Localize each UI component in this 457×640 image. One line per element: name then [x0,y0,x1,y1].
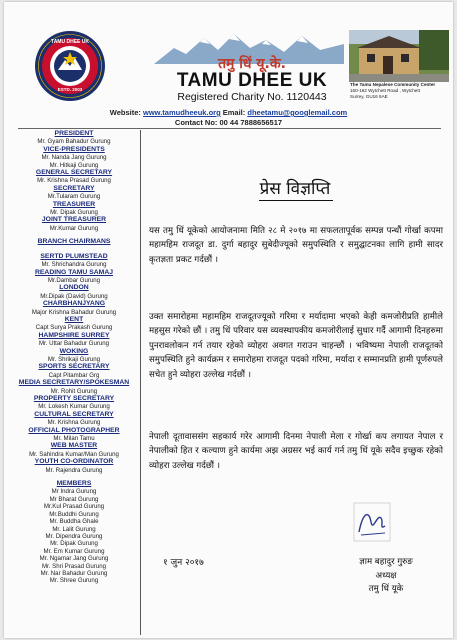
website-link[interactable]: www.tamudheeuk.org [143,108,221,117]
handwritten-signature [353,502,391,542]
committee-role-heading: HAMPSHIRE SURREY [38,331,110,339]
committee-role-heading: OFFICIAL PHOTOGRAPHER [28,426,120,434]
committee-member-name: Capt Surya Prakash Gurung [35,324,113,332]
committee-role-heading: GENERAL SECRETARY [35,169,113,177]
committee-role-heading: MEMBERS [56,480,92,488]
committee-role-heading: TREASURER [52,200,96,208]
committee-role-heading: CULTURAL SECRETARY [34,410,114,418]
committee-member-name: Mr. Uttar Bahadur Gurung [38,340,110,348]
committee-member-name: Mr. Hitkaji Gurung [49,161,99,169]
committee-member-name: Mr. Nar Bahadur Gurung [40,569,108,577]
committee-role-heading: WOKING [59,347,89,355]
logo-ring-text [34,30,106,102]
title-underline [259,200,333,201]
committee-member-name: Mr. Dipak Gurung [50,540,98,548]
org-name-nepali: तमु धिं यू.के. [218,56,286,72]
committee-member-name: Capt Pitambar Grg [48,371,100,379]
committee-role-heading: LONDON [59,284,89,292]
committee-member-name: Mr. Rajendra Gurung [45,466,103,474]
email-label: Email: [222,108,246,117]
release-date: १ जुन २०१७ [163,558,204,568]
committee-role-heading: JOINT TREASURER [41,216,107,224]
committee-member-name: Mr. Lalit Gurung [52,525,96,533]
committee-member-name: Mr. Sahindra Kumar/Man Gurung [29,450,119,458]
press-release-body [145,130,451,635]
committee-member-name: Mr.Kul Prasad Gurung [43,503,105,511]
center-info-line: 160-162 Wytchett Road , Wytchett [350,88,420,93]
center-info-line: The Tamu Nepalese Community Center [350,82,436,87]
committee-member-name: Mr. Buddha Ghale [49,518,99,526]
header-divider [18,128,441,129]
committee-member-name: Mr Bharat Gurung [49,495,99,503]
committee-member-name: Mr. Rohit Gurung [50,387,98,395]
committee-member-name: Mr.Kumar Gurung [49,224,99,232]
committee-role-heading: YOUTH CO-ORDINATOR [34,458,114,466]
committee-member-name: Mr. Milan Tamu [53,435,95,443]
letterhead-page [4,2,453,638]
signer-title: अध्यक्ष [375,570,397,581]
committee-member-name: Mr. Shrichandra Gurung [41,261,107,269]
center-info-line: Surrey, GU16 6AE [350,94,388,99]
committee-member-name: Mr. Shree Gurung [49,577,99,585]
paragraph-2: उक्त समारोहमा महामहिम राजदूतज्यूको गरिमा र मर्यादामा भएको केही कमजोरीप्रति हामीले महसुस गरेको छौं । तमु धिं परिवार यस व्यवस्थापकीय कमजोरीलाई सुधार गर्दै आगामी दिनहरुमा पुनरावलोकन गर्न तयार रहेको व्योहरा अवगत गराउन चाहन्छौं । भविष्यमा नेपाली राजदूतको समुपस्थिति हुने कार्यक्रम र समारोहमा राजदूत पदको गरिमा, मर्यादा र सम्मानप्रति हामी पूर्णरुपले सचेत हुने व्योहरा उल्लेख गर्दछौं । [149,312,443,380]
contact-number: Contact No: 00 44 7888656517 [174,118,283,127]
logo-text-bottom: ESTD. 2003 [57,87,83,92]
contact-web-email [4,108,453,117]
committee-member-name: Mr. Nanda Jang Gurung [41,154,107,162]
committee-role-heading: SPORTS SECRETARY [38,363,110,371]
committee-role-heading: CHARBHANJYANG [42,300,106,308]
committee-member-name: Mr.Tularam Gurung [47,193,101,201]
paragraph-3: नेपाली दूतावाससंग सहकार्य गरेर आगामी दिनमा नेपाली मेला र गोर्खा कप लगायत नेपाल र नेपालीको हित र कल्याण हुने कार्यमा अझ अग्रसर भई कार्य गर्न तमु धिं यूके सदैव इच्छुक रहेको व्योहरा उल्लेख गर्दछौं । [149,432,443,471]
community-center-photo [349,30,449,82]
committee-role-heading: SECRETARY [53,184,95,192]
email-link[interactable]: dheetamu@googlemail.com [247,108,348,117]
column-divider [140,130,141,635]
committee-member-name: Mr. Krishna Prasad Gurung [37,177,111,185]
committee-member-name: Mr. Dipendra Gurung [45,532,103,540]
committee-member-name: Mr.Dambar Gurung [47,276,101,284]
committee-member-name: Mr.Dipak (David) Gurung [40,292,108,300]
committee-member-name: Major Krishna Bahadur Gurung [31,308,117,316]
committee-member-name: Mr.Buddhi Gurung [49,510,99,518]
committee-role-heading: READING TAMU SAMAJ [34,268,114,276]
org-name-title: TAMU DHEE UK [176,70,328,91]
charity-number: Registered Charity No. 1120443 [177,91,327,103]
logo-text-top: TAMU DHEE UK [51,39,89,45]
committee-member-name: Mr. Dipak Gurung [50,209,98,217]
signer-block [331,556,441,597]
committee-role-heading: KENT [64,315,84,323]
committee-member-name: Mr. Ngamar Jang Gurung [39,555,109,563]
committee-role-heading: PROPERTY SECRETARY [33,395,115,402]
committee-member-name: Mr. Krishna Gurung [47,419,101,427]
committee-role-heading: BRANCH CHAIRMANS [37,238,111,246]
community-center-address [350,82,450,100]
committee-role-heading: SERTD PLUMSTEAD [40,252,108,260]
signer-org: तमु धिं यूके [368,584,404,594]
committee-member-name: Mr. Gyam Bahadur Gurung [37,138,111,146]
committee-member-name: Mr Indra Gurung [51,488,97,496]
website-label: Website: [109,108,141,117]
paragraph-1: यस तमु धिं यूकेको आयोजनामा मिति २८ मे २०१७ मा सफलतापूर्वक सम्पन्न पन्धौं गोर्खा कपमा महामहिम राजदूत डा. दुर्गा बहादुर सुबेदीज्यूको समुपस्थिति र समुद्घाटनका लागि हामी सादर कृतज्ञता प्रकट गर्दछौं । [149,226,443,265]
press-release-title: प्रेस विज्ञप्ति [259,179,331,199]
committee-member-name: Mr. Lokesh Kumar Gurung [38,403,110,411]
committee-role-heading: MEDIA SECRETARY/SPOKESMAN [18,379,130,387]
committee-role-heading: WEB MASTER [50,442,98,450]
committee-role-heading: VICE-PRESIDENTS [43,145,105,153]
committee-member-name: Mr. Em Kumar Gurung [43,547,105,555]
committee-sidebar [14,130,134,632]
committee-role-heading: PRESIDENT [54,130,94,137]
committee-member-name: Mr. Shri Prasad Gurung [41,562,106,570]
signer-name: ज्ञाम बहादुर गुरुङ [359,557,413,567]
committee-member-name: Mr. Shrikaji Gurung [47,355,101,363]
